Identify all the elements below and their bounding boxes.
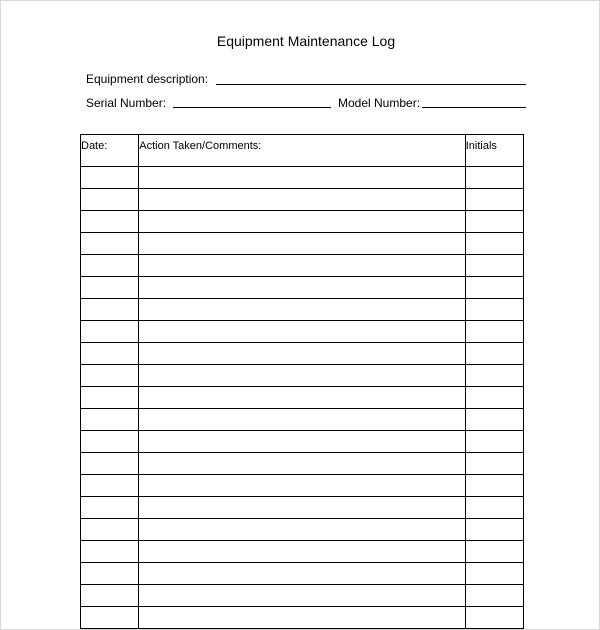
initials-cell[interactable] xyxy=(465,431,523,453)
action-cell[interactable] xyxy=(139,585,465,607)
model-number-field[interactable] xyxy=(422,107,526,108)
table-row xyxy=(81,299,524,321)
action-cell[interactable] xyxy=(139,607,465,629)
date-column-header: Date: xyxy=(81,135,139,167)
initials-cell[interactable] xyxy=(465,167,523,189)
date-cell[interactable] xyxy=(81,541,139,563)
table-row xyxy=(81,167,524,189)
initials-cell[interactable] xyxy=(465,563,523,585)
table-row xyxy=(81,255,524,277)
table-row xyxy=(81,563,524,585)
table-row xyxy=(81,475,524,497)
date-cell[interactable] xyxy=(81,409,139,431)
initials-cell[interactable] xyxy=(465,453,523,475)
action-cell[interactable] xyxy=(139,299,465,321)
action-column-header: Action Taken/Comments: xyxy=(139,135,465,167)
date-cell[interactable] xyxy=(81,475,139,497)
initials-cell[interactable] xyxy=(465,475,523,497)
table-row xyxy=(81,541,524,563)
date-cell[interactable] xyxy=(81,453,139,475)
table-row xyxy=(81,607,524,629)
date-cell[interactable] xyxy=(81,321,139,343)
table-row xyxy=(81,233,524,255)
date-cell[interactable] xyxy=(81,431,139,453)
date-cell[interactable] xyxy=(81,233,139,255)
initials-cell[interactable] xyxy=(465,255,523,277)
initials-cell[interactable] xyxy=(465,541,523,563)
action-cell[interactable] xyxy=(139,255,465,277)
table-row xyxy=(81,321,524,343)
serial-number-field[interactable] xyxy=(173,107,331,108)
table-row xyxy=(81,189,524,211)
table-row xyxy=(81,585,524,607)
serial-number-label: Serial Number: xyxy=(86,96,167,110)
date-cell[interactable] xyxy=(81,255,139,277)
date-cell[interactable] xyxy=(81,387,139,409)
log-table-body xyxy=(81,167,524,629)
initials-cell[interactable] xyxy=(465,519,523,541)
initials-cell[interactable] xyxy=(465,365,523,387)
date-cell[interactable] xyxy=(81,563,139,585)
table-row xyxy=(81,453,524,475)
action-cell[interactable] xyxy=(139,343,465,365)
date-cell[interactable] xyxy=(81,167,139,189)
table-row xyxy=(81,497,524,519)
date-cell[interactable] xyxy=(81,189,139,211)
initials-cell[interactable] xyxy=(465,409,523,431)
action-cell[interactable] xyxy=(139,189,465,211)
action-cell[interactable] xyxy=(139,321,465,343)
model-number-label: Model Number: xyxy=(338,96,421,110)
action-cell[interactable] xyxy=(139,541,465,563)
date-cell[interactable] xyxy=(81,299,139,321)
action-cell[interactable] xyxy=(139,167,465,189)
table-row xyxy=(81,365,524,387)
initials-cell[interactable] xyxy=(465,211,523,233)
action-cell[interactable] xyxy=(139,233,465,255)
table-row xyxy=(81,343,524,365)
initials-cell[interactable] xyxy=(465,299,523,321)
initials-cell[interactable] xyxy=(465,607,523,629)
initials-cell[interactable] xyxy=(465,321,523,343)
table-row xyxy=(81,409,524,431)
action-cell[interactable] xyxy=(139,365,465,387)
action-cell[interactable] xyxy=(139,475,465,497)
date-cell[interactable] xyxy=(81,607,139,629)
maintenance-log-table xyxy=(80,134,524,629)
initials-cell[interactable] xyxy=(465,277,523,299)
action-cell[interactable] xyxy=(139,453,465,475)
table-header-row xyxy=(81,135,524,167)
date-cell[interactable] xyxy=(81,497,139,519)
action-cell[interactable] xyxy=(139,409,465,431)
table-row xyxy=(81,431,524,453)
initials-cell[interactable] xyxy=(465,189,523,211)
initials-cell[interactable] xyxy=(465,387,523,409)
initials-column-header: Initials xyxy=(465,135,523,167)
date-cell[interactable] xyxy=(81,211,139,233)
action-cell[interactable] xyxy=(139,387,465,409)
date-cell[interactable] xyxy=(81,365,139,387)
initials-cell[interactable] xyxy=(465,343,523,365)
initials-cell[interactable] xyxy=(465,233,523,255)
action-cell[interactable] xyxy=(139,563,465,585)
action-cell[interactable] xyxy=(139,519,465,541)
table-row xyxy=(81,387,524,409)
table-row xyxy=(81,277,524,299)
date-cell[interactable] xyxy=(81,343,139,365)
initials-cell[interactable] xyxy=(465,497,523,519)
page-title: Equipment Maintenance Log xyxy=(216,33,396,49)
action-cell[interactable] xyxy=(139,211,465,233)
action-cell[interactable] xyxy=(139,431,465,453)
action-cell[interactable] xyxy=(139,497,465,519)
equipment-description-field[interactable] xyxy=(216,84,526,85)
action-cell[interactable] xyxy=(139,277,465,299)
date-cell[interactable] xyxy=(81,277,139,299)
date-cell[interactable] xyxy=(81,585,139,607)
table-row xyxy=(81,519,524,541)
table-row xyxy=(81,211,524,233)
equipment-description-label: Equipment description: xyxy=(86,72,209,86)
initials-cell[interactable] xyxy=(465,585,523,607)
date-cell[interactable] xyxy=(81,519,139,541)
